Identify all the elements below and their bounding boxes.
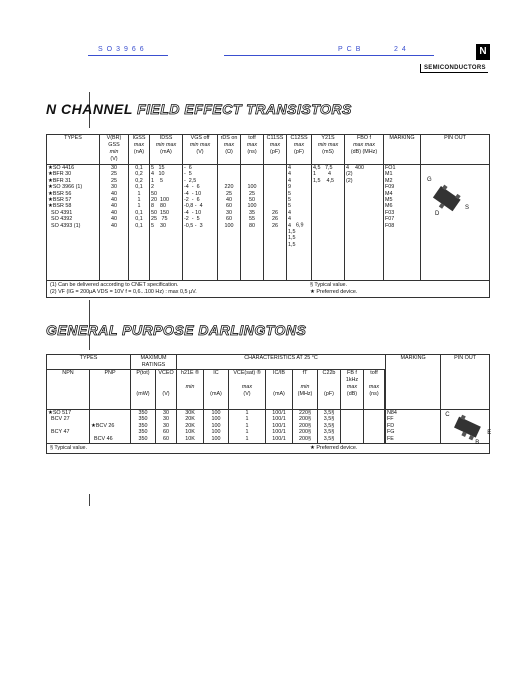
dar-col-toff — [364, 410, 385, 444]
darlington-table — [46, 354, 490, 454]
brand-name: SEMICONDUCTORS — [420, 64, 488, 73]
dar-col-npn: ★SO 517 BCV 27 BCY 47 — [47, 410, 90, 444]
fet-footnote-preferred: ★ Preferred device. — [310, 289, 358, 296]
pin-label-g: G — [427, 177, 432, 183]
col-header-y21-unit: (mS) — [322, 149, 334, 155]
col-header-rds-unit: (Ω) — [225, 149, 233, 155]
dar-header-h21e-sub: min — [185, 384, 195, 390]
col-header-c11: C11SS — [266, 135, 284, 141]
dar-header-row-1 — [47, 355, 490, 370]
fet-col-igss: 0,1 0,2 0,2 0,1 1 1 1 0,1 0,1 0,1 — [129, 165, 150, 281]
fet-col-y21: 4,5 7,5 1 4 1,5 4,5 — [312, 165, 345, 281]
col-header-vbr-sub: min — [109, 149, 119, 155]
col-header-marking: MARKING — [389, 135, 415, 141]
sot23-package-icon-2 — [447, 410, 487, 446]
dar-header-ft-sub: min — [300, 384, 310, 390]
dar-header-max-ratings: MAXIMUM RATINGS — [140, 355, 167, 368]
col-header-rds-sub: max — [223, 142, 235, 148]
dar-header-vcesat-sub: max — [241, 384, 253, 390]
dar-footnote-row — [47, 444, 490, 454]
dar-col-ic: 100 100 100 100 100 — [204, 410, 229, 444]
col-header-c12: C12SS — [290, 135, 308, 141]
col-header-vbr: V(BR) GSS — [106, 135, 122, 148]
col-header-vgs: VGS off — [190, 135, 210, 141]
col-header-vgs-sub: min max — [189, 142, 211, 148]
dar-col-ft: 220§ 200§ 200§ 200§ 200§ — [293, 410, 318, 444]
col-header-c11-sub: max — [269, 142, 281, 148]
fet-col-c12a: 4 4 4 9 5 5 5 4 4 4 — [288, 165, 291, 229]
dar-header-vceo: VCEO — [158, 370, 174, 376]
section2-title: GENERAL PURPOSE DARLINGTONS — [46, 322, 307, 338]
col-header-toff-sub: max — [246, 142, 258, 148]
fet-footnote-row — [47, 281, 490, 298]
section2-bottom-rule — [89, 494, 90, 506]
dar-col-pnp: ★BCV 26 BCV 46 — [90, 410, 131, 444]
dar-header-npn: NPN — [62, 370, 74, 376]
dar-col-ptot: 350 350 350 350 350 — [131, 410, 156, 444]
section1-title-outline: FIELD EFFECT TRANSISTORS — [137, 101, 352, 117]
dar-header-h21e: h21E ® — [180, 370, 200, 376]
col-header-f-sub: max max — [353, 142, 375, 148]
dar-header-ptot: P(tot) — [136, 370, 150, 376]
fet-table — [46, 134, 490, 298]
dar-header-ic-unit: (mA) — [210, 391, 222, 397]
fet-col-toff: 100 25 50 100 35 55 80 — [241, 165, 264, 281]
col-header-f-unit: (dB) (MHz) — [350, 149, 378, 155]
dar-header-vcesat: VCE(sat) ® — [233, 370, 261, 376]
dar-header-fb-unit: (dB) — [346, 391, 358, 397]
pin-label-b: B — [475, 440, 480, 446]
col-header-vgs-unit: (V) — [196, 149, 204, 155]
col-header-igss-unit: (nA) — [133, 149, 145, 155]
col-header-rds: rDS on — [220, 135, 238, 141]
header-page-number: 24 — [394, 46, 410, 53]
dar-header-toff-unit: (ns) — [369, 391, 379, 397]
dar-col-c22b: 3,5§ 3,5§ 3,5§ 3,5§ 3,5§ — [318, 410, 341, 444]
col-header-pinout: PIN OUT — [444, 135, 466, 141]
col-header-idss-unit: (mA) — [160, 149, 172, 155]
col-header-c12-unit: (pF) — [294, 149, 304, 155]
fet-col-c12 — [287, 165, 312, 281]
dar-header-fb: FB f 1kHz — [345, 370, 359, 383]
dar-header-c22b: C22b — [322, 370, 336, 376]
dar-col-marking: N84 FF FD FG FE — [386, 410, 441, 444]
fet-col-c12b: 6,9 1,5 1,5 1,5 — [288, 222, 304, 248]
dar-data-row — [47, 410, 490, 444]
header-rule-left — [88, 55, 168, 56]
dar-header-icib-unit: (mA) — [273, 391, 285, 397]
fet-pinout-cell — [421, 165, 490, 281]
col-header-igss: IGSS — [132, 135, 146, 141]
col-header-types: TYPES — [64, 135, 82, 141]
col-header-y21-sub: min max — [317, 142, 339, 148]
fet-col-f: 4 400 (2) (2) — [345, 165, 384, 281]
fet-col-vbr: 30 25 25 30 40 40 40 40 40 40 — [100, 165, 129, 281]
fet-header-row — [47, 135, 490, 165]
fet-col-c11: 26 26 26 — [264, 165, 287, 281]
dar-header-toff: toff — [370, 370, 378, 376]
header-rule-right — [224, 55, 434, 56]
fet-footnote-typical: § Typical value. — [310, 282, 348, 289]
dar-header-ft-unit: (MHz) — [297, 391, 313, 397]
col-header-igss-sub: max — [133, 142, 145, 148]
col-header-idss-sub: min max — [155, 142, 177, 148]
fet-footnote-2: (2) VF (IG = 200µA VDS = 10V f = 0,6...100 Hz) : max 0,5 µV. — [50, 289, 197, 296]
dar-header-vceo-unit: (V) — [162, 391, 170, 397]
dar-footnote-typical: § Typical value. — [50, 445, 88, 451]
dar-col-vceo: 30 30 30 60 60 — [156, 410, 177, 444]
header-right-code: PCB — [338, 46, 365, 53]
dar-header-ic: IC — [213, 370, 219, 376]
dar-header-vcesat-unit: (V) — [243, 391, 251, 397]
brand-logo: N — [476, 44, 490, 60]
pin-label-e: E — [487, 430, 492, 436]
dar-col-icib: 100/1 100/1 100/1 100/1 100/1 — [266, 410, 293, 444]
fet-col-rds: 220 25 40 60 30 60 100 — [218, 165, 241, 281]
col-header-toff: toff — [248, 135, 256, 141]
dar-header-pnp: PNP — [104, 370, 116, 376]
dar-pinout-cell — [441, 410, 490, 444]
col-header-vbr-unit: (V) — [110, 156, 118, 162]
dar-header-types: TYPES — [79, 355, 98, 361]
dar-header-ft: fT — [302, 370, 308, 376]
sot23-package-icon — [424, 177, 470, 223]
pin-label-s: S — [465, 205, 470, 211]
dar-header-marking: MARKING — [400, 355, 426, 361]
section1-title — [46, 101, 352, 117]
dar-header-icib: IC/IB — [273, 370, 285, 376]
fet-col-vgs: - 6 - 5 - 2,5 -4 - 6 -4 - 10 -2 - 6 -0,8 - 4 -4 - 10 -2 - 5 -0,5 - 3 — [183, 165, 218, 281]
dar-footnote-preferred: ★ Preferred device. — [310, 445, 358, 451]
col-header-c12-sub: max — [293, 142, 305, 148]
dar-header-fb-sub: max — [346, 384, 358, 390]
fet-footnote-1: (1) Can be delivered according to CNET specification. — [50, 282, 179, 289]
fet-col-types: ★SO 4416 ★BFR 30 ★BFR 31 ★SO 3966 (1) ★BSR 56 ★BSR 57 ★BSR 58 SO 4391 SO 4392 SO 4393 (1) — [47, 165, 100, 281]
col-header-y21: Y21S — [321, 135, 335, 141]
pin-label-d: D — [435, 211, 440, 217]
dar-header-c22b-unit: (pF) — [324, 391, 334, 397]
col-header-toff-unit: (ns) — [247, 149, 257, 155]
dar-header-ptot-unit: (mW) — [136, 391, 150, 397]
dar-col-vcesat: 1 1 1 1 1 — [229, 410, 266, 444]
fet-col-idss: 5 15 4 10 1 5 2 50 20 100 8 80 50 150 25 75 5 30 — [150, 165, 183, 281]
header-left-code: SO3966 — [98, 46, 148, 53]
dar-header-characteristics: CHARACTERISTICS AT 25 °C — [244, 355, 318, 361]
dar-header-toff-sub: max — [368, 384, 380, 390]
col-header-idss: IDSS — [159, 135, 173, 141]
fet-col-marking: FO1 M1 M2 F09 M4 M5 M6 F03 F07 F08 — [384, 165, 421, 281]
col-header-f: FBO f — [356, 135, 372, 141]
dar-header-pinout: PIN OUT — [454, 355, 477, 361]
section1-title-bold: N CHANNEL — [46, 101, 133, 117]
col-header-c11-unit: (pF) — [270, 149, 280, 155]
fet-data-row — [47, 165, 490, 281]
dar-col-fb — [341, 410, 364, 444]
pin-label-c: C — [445, 412, 450, 418]
dar-col-h21e: 30K 20K 20K 10K 10K — [177, 410, 204, 444]
